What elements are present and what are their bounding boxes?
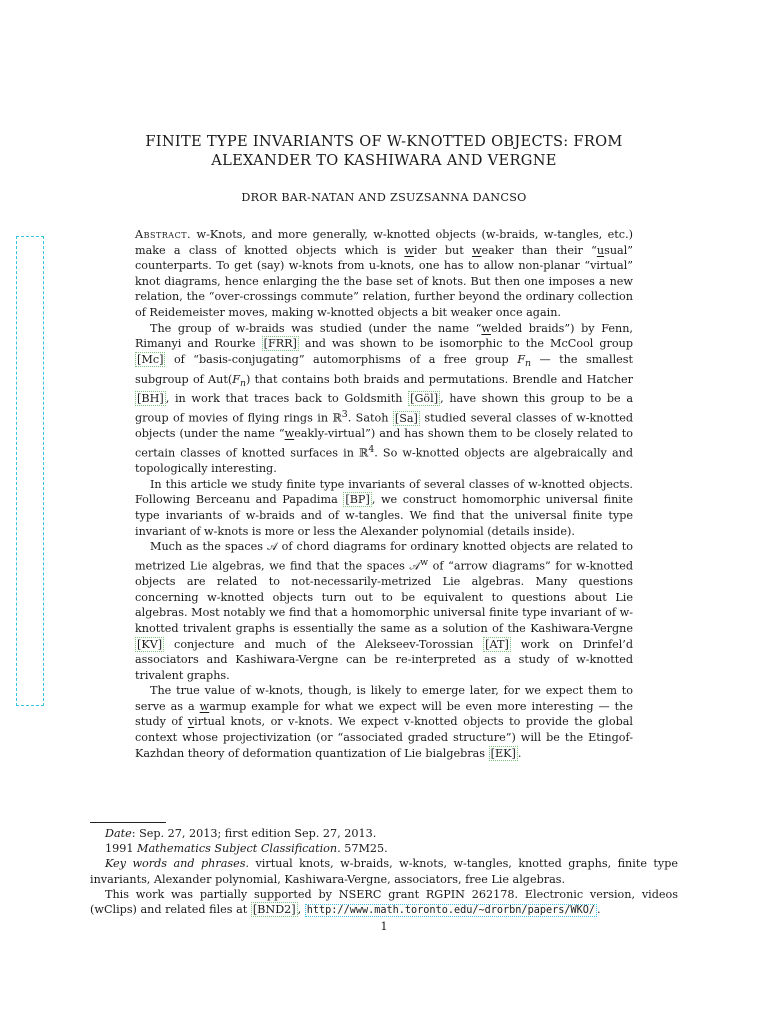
- paper-title: [90, 132, 678, 170]
- citation-link[interactable]: [AT]: [485, 637, 509, 651]
- title-line-1: FINITE TYPE INVARIANTS OF W-KNOTTED OBJECTS: FROM: [145, 133, 623, 150]
- underlined-letter: u: [596, 243, 605, 257]
- underlined-letter: w: [284, 427, 295, 441]
- footnote-rule: [90, 822, 166, 823]
- math-symbol: 𝒜: [409, 559, 421, 573]
- margin-link-box[interactable]: [16, 236, 44, 706]
- abstract-paragraph-5: The true value of w-knots, though, is likely to emerge later, for we expect them to serve as a warmup example for what we expect will be even more interesting — the study of virtual knots, or v-knots. We expect v-knotted objects to provide the global context whose projectivization (or “associated graded structure”) will be the Etingof-Kazhdan theory of deformation quantization of Lie bialgebras [EK] .: [135, 684, 634, 760]
- footnote-keywords: Key words and phrases. virtual knots, w-braids, w-knots, w-tangles, knotted graphs, finite type invariants, Alexander polynomial, Kashiwara-Vergne, associators, free Lie algebras.: [90, 857, 679, 886]
- underlined-letter: w: [404, 243, 414, 257]
- abstract-paragraph-2: The group of w-braids was studied (under the name “welded braids”) by Fenn, Rimanyi and Rourke [FRR] and was shown to be isomorphic to the McCool group [Mc] of “basis-conjugating” automorphisms of a free group $F_n$ — the smallest subgroup of $Aut(F_n)$ that contains both braids and permutations. Brendle and Hatcher [BH] , in work that traces back to Goldsmith [Göl] , have shown this group to be a group of movies of flying rings in ℝ$^3$. Satoh [Sa] studied several classes of w-knotted objects (under the name “weakly-virtual”) and has shown them to be closely related to certain classes of knotted surfaces in ℝ$^4$. So w-knotted objects are algebraically and topologically interesting.: [135, 321, 634, 476]
- abstract-label: Abstract.: [135, 228, 192, 241]
- citation-link[interactable]: [Göl]: [410, 392, 439, 406]
- authors: DROR BAR-NATAN AND ZSUZSANNA DANCSO: [241, 191, 527, 204]
- underlined-letter: v: [187, 715, 195, 729]
- citation-link[interactable]: [FRR]: [263, 337, 297, 351]
- title-line-2: ALEXANDER TO KASHIWARA AND VERGNE: [211, 152, 557, 169]
- abstract-paragraph-3: In this article we study finite type invariants of several classes of w-knotted objects. Following Berceanu and Papadima [BP] , we construct homomorphic universal finite type invariants of w-braids and of w-tangles. We find that the universal finite type invariant of w-knots is more or less the Alexander polynomial (details inside).: [135, 477, 633, 538]
- url-link[interactable]: http://www.math.toronto.edu/~drorbn/papers/WKO/: [306, 905, 596, 917]
- underlined-letter: w: [481, 321, 491, 335]
- citation-link[interactable]: [Mc]: [137, 352, 164, 366]
- abstract-paragraph-1: Abstract. w-Knots, and more generally, w-knotted objects (w-braids, w-tangles, etc.) make a class of knotted objects which is wider but weaker than their “usual” counterparts. To get (say) w-knots from u-knots, one has to allow non-planar “virtual” knot diagrams, hence enlarging the the base set of knots. But then one imposes a new relation, the “over-crossings commute” relation, further beyond the ordinary collection of Reidemeister moves, making w-knotted objects a bit weaker once again.: [135, 228, 633, 319]
- citation-link[interactable]: [EK]: [490, 746, 516, 760]
- math-symbol: 𝒜: [267, 540, 278, 554]
- page-number: 1: [380, 920, 388, 933]
- citation-link[interactable]: [BP]: [345, 493, 370, 507]
- footnote-support: This work was partially supported by NSERC grant RGPIN 262178. Electronic version, videos (wClips) and related files at [BND2] , http://www.math.toronto.edu/~drorbn/papers/WKO/ .: [90, 887, 678, 917]
- abstract-paragraph-4: Much as the spaces 𝒜 of chord diagrams for ordinary knotted objects are related to metrized Lie algebras, we find that the spaces 𝒜$^w$ of “arrow diagrams” for w-knotted objects are related to not-necessarily-metrized Lie algebras. Many questions concerning w-knotted objects turn out to be equivalent to questions about Lie algebras. Most notably we find that a homomorphic universal finite type invariant of w-knotted trivalent graphs is essentially the same as a solution of the Kashiwara-Vergne [KV] conjecture and much of the Alekseev-Torossian [AT] work on Drinfel’d associators and Kashiwara-Vergne can be re-interpreted as a study of w-knotted trivalent graphs.: [135, 540, 633, 682]
- abstract: [135, 227, 633, 761]
- underlined-letter: w: [471, 243, 482, 257]
- citation-link[interactable]: [KV]: [137, 637, 163, 651]
- footnote-msc: 1991 Mathematics Subject Classification. 57M25.: [105, 842, 388, 856]
- citation-link[interactable]: [BH]: [137, 392, 164, 406]
- citation-link[interactable]: [Sa]: [394, 411, 418, 425]
- underlined-letter: w: [199, 699, 210, 713]
- citation-link[interactable]: [BND2]: [252, 903, 296, 917]
- footnotes: [90, 826, 678, 918]
- footnote-date: Date: Sep. 27, 2013; first edition Sep. 27, 2013.: [105, 827, 377, 840]
